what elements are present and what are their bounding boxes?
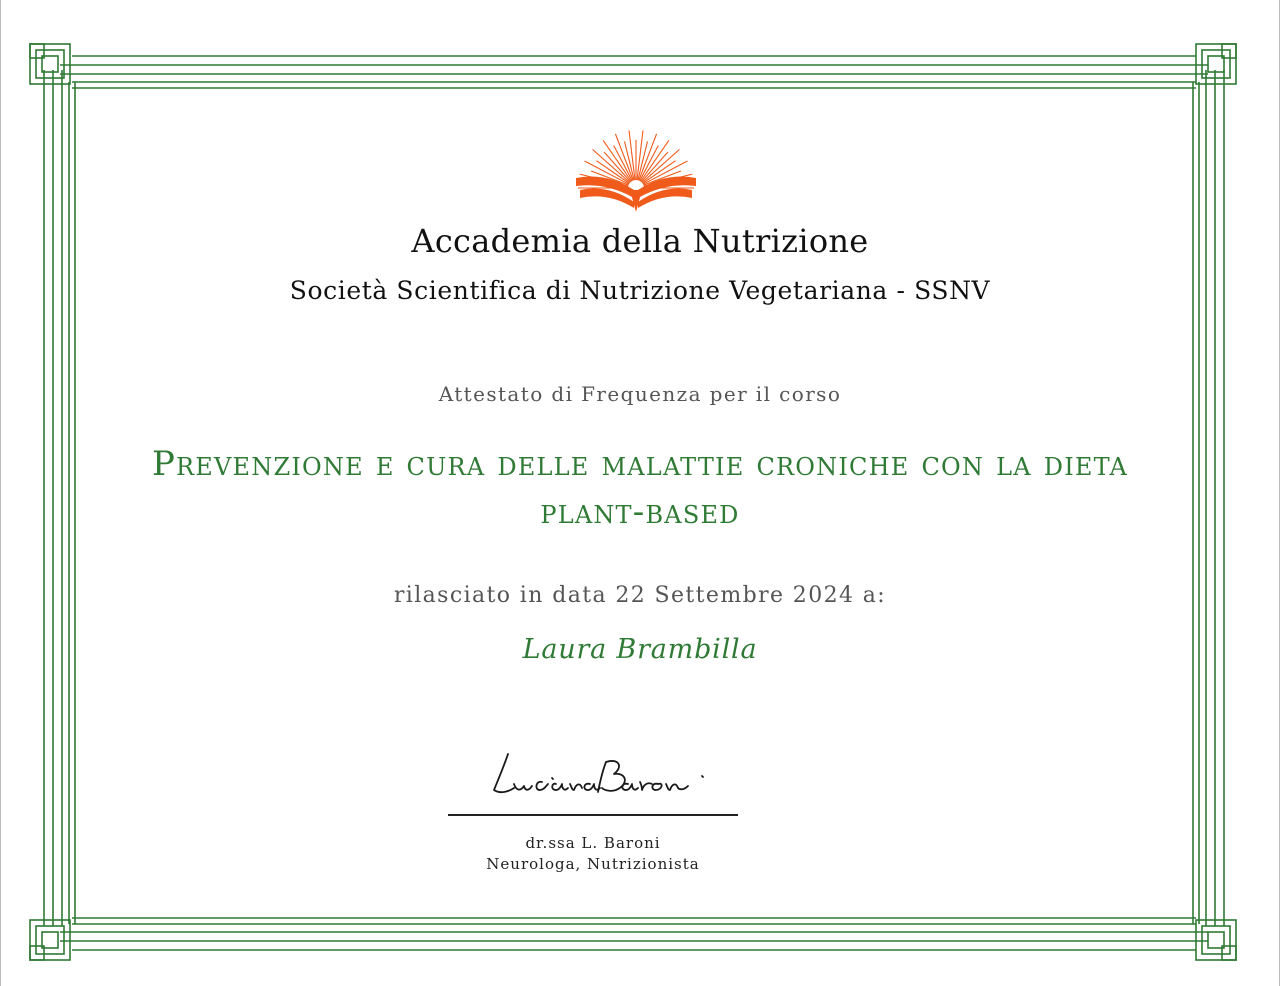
signature-line <box>448 814 738 816</box>
open-book-sunrise-icon <box>572 128 700 216</box>
signatory-name: dr.ssa L. Baroni <box>525 834 661 852</box>
organization-subtitle: Società Scientifica di Nutrizione Vegetariana - SSNV <box>289 276 991 305</box>
course-title: Prevenzione e cura delle malattie croniche con la dieta plant-based <box>151 444 1129 532</box>
certificate-label: Attestato di Frequenza per il corso <box>438 382 842 406</box>
issued-date-text: rilasciato in data 22 Settembre 2024 a: <box>393 583 887 608</box>
handwritten-signature <box>478 740 718 810</box>
signatory-role: Neurologa, Nutrizionista <box>486 855 700 873</box>
recipient-name: Laura Brambilla <box>522 634 758 665</box>
organization-name: Accademia della Nutrizione <box>411 222 869 260</box>
